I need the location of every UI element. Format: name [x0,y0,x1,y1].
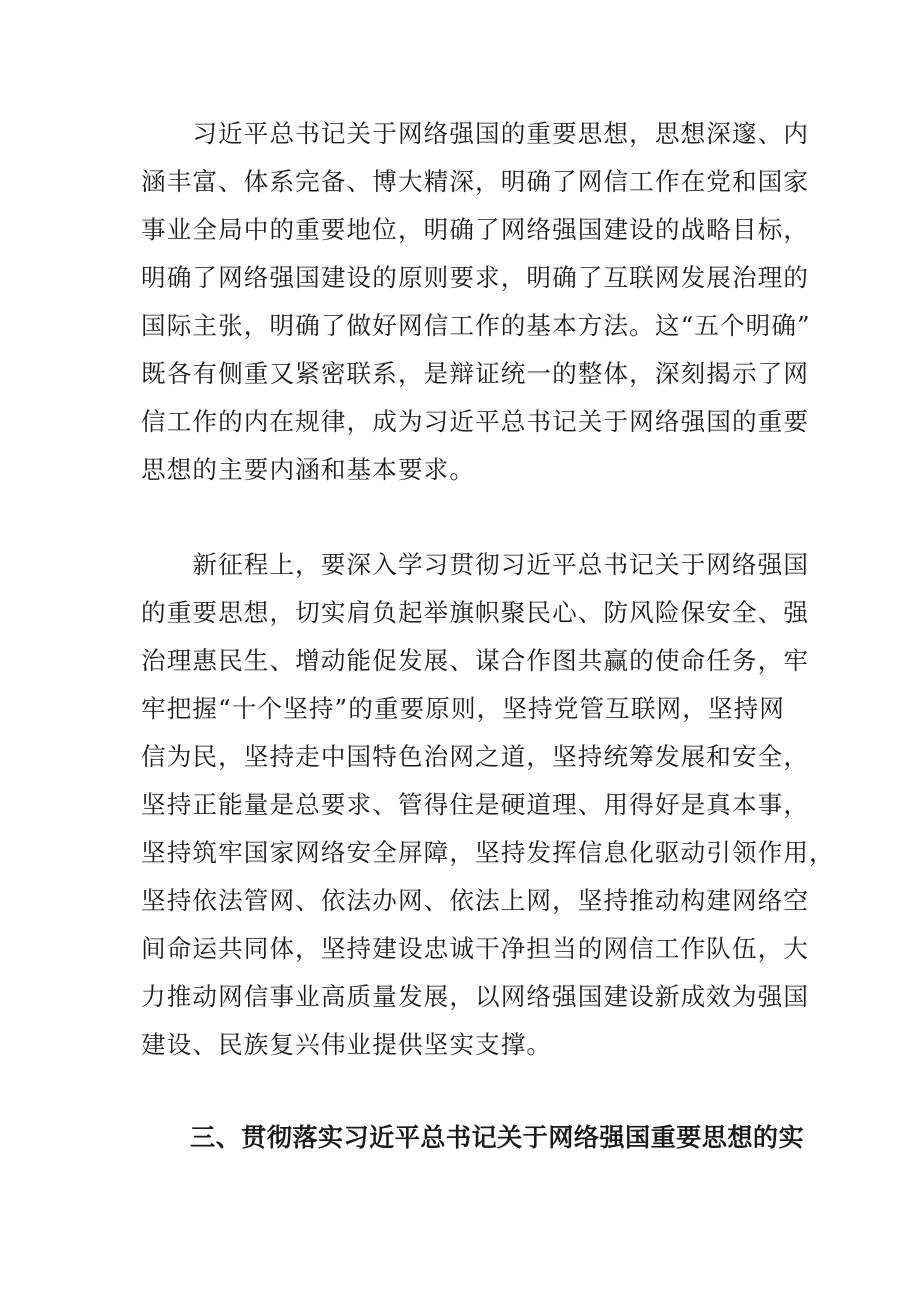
paragraph-line: 力推动网信事业高质量发展，以网络强国建设新成效为强国 [141,982,810,1011]
paragraph-line: 间命运共同体，坚持建设忠诚干净担当的网信工作队伍，大 [141,934,810,963]
paragraph-five-clarities [141,110,811,494]
paragraph-line: 坚持依法管网、依法办网、依法上网，坚持推动构建网络空 [141,886,810,915]
paragraph-line: 思想的主要内涵和基本要求。 [141,455,476,484]
paragraph-new-journey [141,541,835,1069]
paragraph-line: 牢把握“十个坚持”的重要原则，坚持党管互联网，坚持网 [141,694,785,723]
paragraph-line: 坚持正能量是总要求、管得住是硬道理、用得好是真本事， [141,790,810,819]
paragraph-line: 治理惠民生、增动能促发展、谋合作图共赢的使命任务，牢 [141,646,810,675]
paragraph-line: 涵丰富、体系完备、博大精深，明确了网信工作在党和国家 [141,167,810,196]
paragraph-line: 国际主张，明确了做好网信工作的基本方法。这“五个明确” [141,311,811,340]
paragraph-line: 信为民，坚持走中国特色治网之道，坚持统筹发展和安全， [141,742,810,771]
paragraph-line: 坚持筑牢国家网络安全屏障，坚持发挥信息化驱动引领作用， [141,838,835,867]
section-heading: 三、贯彻落实习近平总书记关于网络强国重要思想的实 [190,1123,805,1152]
paragraph-line: 事业全局中的重要地位，明确了网络强国建设的战略目标， [141,215,810,244]
paragraph-line: 信工作的内在规律，成为习近平总书记关于网络强国的重要 [141,407,810,436]
paragraph-line: 明确了网络强国建设的原则要求，明确了互联网发展治理的 [141,263,810,292]
paragraph-line: 习近平总书记关于网络强国的重要思想，思想深邃、内 [141,119,810,148]
paragraph-line: 的重要思想，切实肩负起举旗帜聚民心、防风险保安全、强 [141,598,810,627]
paragraph-line: 既各有侧重又紧密联系，是辩证统一的整体，深刻揭示了网 [141,359,810,388]
paragraph-line: 建设、民族复兴伟业提供坚实支撑。 [141,1030,553,1059]
paragraph-line: 新征程上，要深入学习贯彻习近平总书记关于网络强国 [141,550,810,579]
